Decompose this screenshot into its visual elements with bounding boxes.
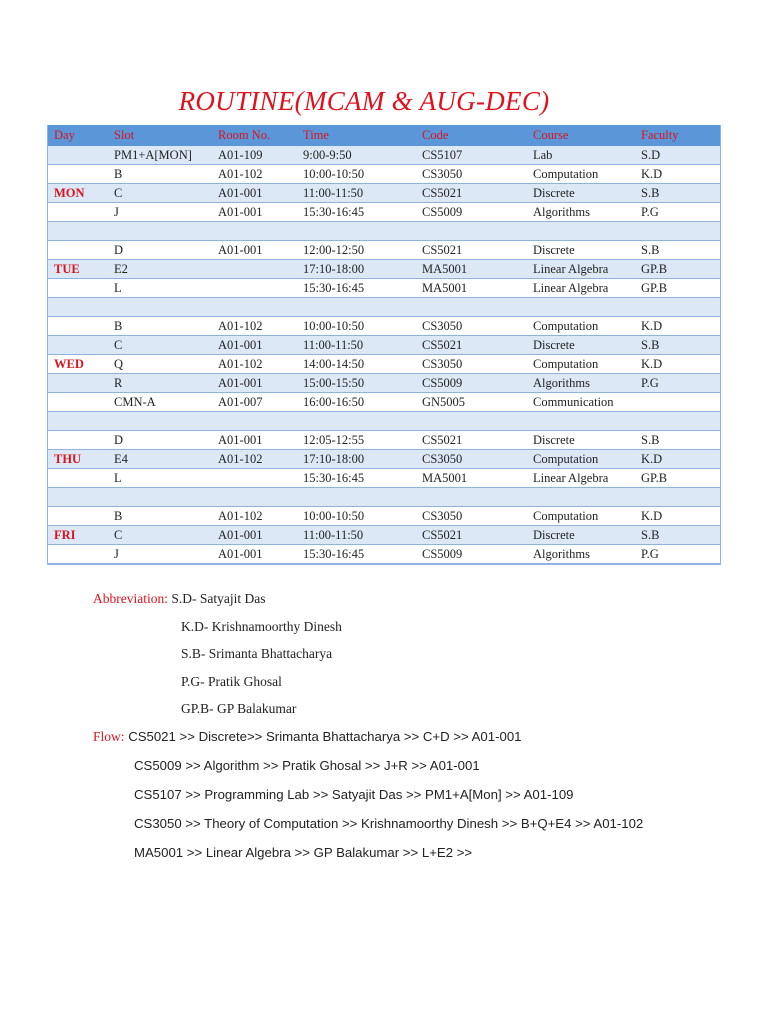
cell-course: Computation — [526, 165, 634, 184]
cell-course: Linear Algebra — [526, 469, 634, 488]
cell-time: 10:00-10:50 — [296, 317, 415, 336]
cell-time: 15:30-16:45 — [296, 469, 415, 488]
cell-code — [415, 298, 526, 317]
cell-room: A01-001 — [211, 374, 296, 393]
cell-room — [211, 260, 296, 279]
cell-course: Computation — [526, 355, 634, 374]
cell-code: MA5001 — [415, 260, 526, 279]
cell-course: Algorithms — [526, 545, 634, 564]
flow-item: CS5009 >> Algorithm >> Pratik Ghosal >> J+R >> A01-001 — [134, 758, 480, 773]
cell-course: Computation — [526, 450, 634, 469]
cell-faculty: K.D — [634, 317, 720, 336]
cell-faculty: P.G — [634, 545, 720, 564]
cell-day — [47, 545, 107, 564]
cell-slot — [107, 298, 211, 317]
cell-room: A01-001 — [211, 545, 296, 564]
cell-faculty: P.G — [634, 374, 720, 393]
cell-slot: D — [107, 431, 211, 450]
cell-time: 17:10-18:00 — [296, 450, 415, 469]
cell-room — [211, 469, 296, 488]
cell-slot: R — [107, 374, 211, 393]
cell-faculty: K.D — [634, 450, 720, 469]
cell-faculty — [634, 412, 720, 431]
cell-course: Discrete — [526, 336, 634, 355]
cell-slot: C — [107, 336, 211, 355]
cell-faculty: K.D — [634, 165, 720, 184]
cell-day: THU — [47, 450, 107, 469]
cell-course: Algorithms — [526, 374, 634, 393]
cell-slot: J — [107, 545, 211, 564]
cell-code: CS3050 — [415, 165, 526, 184]
table-row — [47, 184, 720, 203]
cell-day — [47, 336, 107, 355]
cell-slot: C — [107, 184, 211, 203]
table-row — [47, 336, 720, 355]
cell-faculty: GP.B — [634, 279, 720, 298]
cell-course: Computation — [526, 317, 634, 336]
cell-code: CS5009 — [415, 545, 526, 564]
cell-code — [415, 222, 526, 241]
table-row — [47, 431, 720, 450]
cell-day — [47, 431, 107, 450]
abbreviation-item: S.B- Srimanta Bhattacharya — [181, 646, 333, 661]
cell-time — [296, 412, 415, 431]
cell-time: 15:30-16:45 — [296, 203, 415, 222]
cell-code: CS5021 — [415, 184, 526, 203]
abbreviation-item: GP.B- GP Balakumar — [181, 701, 297, 716]
cell-faculty: S.B — [634, 184, 720, 203]
cell-slot: L — [107, 469, 211, 488]
cell-time: 11:00-11:50 — [296, 184, 415, 203]
cell-course: Linear Algebra — [526, 279, 634, 298]
table-row — [47, 526, 720, 545]
cell-course: Linear Algebra — [526, 260, 634, 279]
cell-faculty — [634, 488, 720, 507]
cell-time: 15:30-16:45 — [296, 279, 415, 298]
cell-code: CS5021 — [415, 241, 526, 260]
table-row — [47, 507, 720, 526]
cell-time: 12:00-12:50 — [296, 241, 415, 260]
cell-day: TUE — [47, 260, 107, 279]
cell-slot — [107, 488, 211, 507]
cell-room: A01-001 — [211, 336, 296, 355]
cell-code: CS5021 — [415, 336, 526, 355]
cell-course: Discrete — [526, 241, 634, 260]
cell-room — [211, 222, 296, 241]
table-row — [47, 298, 720, 317]
cell-slot: PM1+A[MON] — [107, 146, 211, 165]
cell-time — [296, 222, 415, 241]
table-row — [47, 374, 720, 393]
flow-section — [93, 727, 643, 872]
cell-slot: CMN-A — [107, 393, 211, 412]
table-header-row — [47, 125, 720, 146]
cell-time: 11:00-11:50 — [296, 336, 415, 355]
cell-faculty: S.D — [634, 146, 720, 165]
abbreviation-section — [93, 589, 342, 727]
cell-time: 16:00-16:50 — [296, 393, 415, 412]
table-body — [47, 146, 720, 564]
cell-day — [47, 374, 107, 393]
cell-faculty: S.B — [634, 241, 720, 260]
cell-course — [526, 488, 634, 507]
cell-day — [47, 165, 107, 184]
cell-room — [211, 298, 296, 317]
header-course: Course — [526, 125, 634, 146]
cell-day — [47, 507, 107, 526]
cell-day — [47, 279, 107, 298]
header-code: Code — [415, 125, 526, 146]
cell-slot — [107, 222, 211, 241]
cell-slot: L — [107, 279, 211, 298]
cell-faculty: S.B — [634, 431, 720, 450]
cell-room — [211, 279, 296, 298]
cell-room: A01-001 — [211, 184, 296, 203]
cell-room: A01-102 — [211, 165, 296, 184]
cell-code — [415, 488, 526, 507]
cell-room — [211, 488, 296, 507]
cell-slot: E4 — [107, 450, 211, 469]
table-row — [47, 545, 720, 564]
cell-room: A01-001 — [211, 203, 296, 222]
cell-faculty: K.D — [634, 507, 720, 526]
cell-day — [47, 146, 107, 165]
cell-code: MA5001 — [415, 469, 526, 488]
cell-slot: B — [107, 507, 211, 526]
cell-day — [47, 241, 107, 260]
cell-faculty — [634, 393, 720, 412]
cell-course — [526, 412, 634, 431]
header-room: Room No. — [211, 125, 296, 146]
page-title: ROUTINE(MCAM & AUG-DEC) — [178, 86, 550, 116]
cell-code: GN5005 — [415, 393, 526, 412]
cell-slot: B — [107, 165, 211, 184]
cell-time: 11:00-11:50 — [296, 526, 415, 545]
cell-code: CS3050 — [415, 317, 526, 336]
cell-course — [526, 222, 634, 241]
cell-code: CS3050 — [415, 355, 526, 374]
cell-course: Computation — [526, 507, 634, 526]
table-row — [47, 393, 720, 412]
cell-room: A01-001 — [211, 526, 296, 545]
table-row — [47, 203, 720, 222]
cell-day — [47, 298, 107, 317]
cell-day — [47, 317, 107, 336]
table-row — [47, 279, 720, 298]
cell-time: 14:00-14:50 — [296, 355, 415, 374]
cell-code: CS5009 — [415, 203, 526, 222]
cell-slot: B — [107, 317, 211, 336]
routine-table — [47, 125, 720, 564]
abbreviation-item: K.D- Krishnamoorthy Dinesh — [181, 618, 342, 634]
table-row — [47, 241, 720, 260]
table-row — [47, 260, 720, 279]
flow-item: MA5001 >> Linear Algebra >> GP Balakumar >> L+E2 >> — [134, 845, 473, 860]
cell-faculty — [634, 298, 720, 317]
cell-faculty: S.B — [634, 336, 720, 355]
flow-item: CS5021 >> Discrete>> Srimanta Bhattacharya >> C+D >> A01-001 — [128, 729, 522, 744]
cell-faculty: GP.B — [634, 469, 720, 488]
cell-slot: Q — [107, 355, 211, 374]
cell-code: CS5107 — [415, 146, 526, 165]
table-row — [47, 450, 720, 469]
flow-item: CS3050 >> Theory of Computation >> Krishnamoorthy Dinesh >> B+Q+E4 >> A01-102 — [134, 816, 644, 831]
cell-time — [296, 298, 415, 317]
table-row — [47, 317, 720, 336]
cell-time — [296, 488, 415, 507]
cell-code: MA5001 — [415, 279, 526, 298]
cell-time: 9:00-9:50 — [296, 146, 415, 165]
abbreviation-item: S.D- Satyajit Das — [171, 591, 266, 606]
cell-day: MON — [47, 184, 107, 203]
cell-room: A01-102 — [211, 355, 296, 374]
table-row — [47, 222, 720, 241]
header-faculty: Faculty — [634, 125, 720, 146]
cell-code: CS3050 — [415, 450, 526, 469]
cell-faculty: K.D — [634, 355, 720, 374]
table-row — [47, 469, 720, 488]
cell-day — [47, 412, 107, 431]
cell-faculty: GP.B — [634, 260, 720, 279]
cell-room: A01-102 — [211, 450, 296, 469]
cell-time: 17:10-18:00 — [296, 260, 415, 279]
cell-time: 10:00-10:50 — [296, 165, 415, 184]
cell-day — [47, 222, 107, 241]
cell-room: A01-001 — [211, 241, 296, 260]
cell-slot — [107, 412, 211, 431]
cell-course — [526, 298, 634, 317]
cell-faculty — [634, 222, 720, 241]
cell-code: CS5021 — [415, 431, 526, 450]
cell-course: Discrete — [526, 184, 634, 203]
table-row — [47, 165, 720, 184]
cell-day: WED — [47, 355, 107, 374]
cell-room: A01-001 — [211, 431, 296, 450]
table-row — [47, 146, 720, 165]
cell-day — [47, 393, 107, 412]
header-slot: Slot — [107, 125, 211, 146]
cell-room: A01-102 — [211, 507, 296, 526]
flow-row — [93, 727, 643, 756]
flow-item: CS5107 >> Programming Lab >> Satyajit Das >> PM1+A[Mon] >> A01-109 — [134, 787, 574, 802]
cell-slot: C — [107, 526, 211, 545]
cell-course: Algorithms — [526, 203, 634, 222]
cell-course: Discrete — [526, 526, 634, 545]
cell-day — [47, 488, 107, 507]
header-day: Day — [47, 125, 107, 146]
table-row — [47, 355, 720, 374]
cell-time: 10:00-10:50 — [296, 507, 415, 526]
flow-label: Flow: — [93, 729, 125, 744]
cell-room: A01-109 — [211, 146, 296, 165]
cell-time: 12:05-12:55 — [296, 431, 415, 450]
table-row — [47, 488, 720, 507]
abbreviation-item: P.G- Pratik Ghosal — [181, 673, 282, 689]
cell-code: CS5021 — [415, 526, 526, 545]
cell-faculty: P.G — [634, 203, 720, 222]
abbreviation-row — [93, 589, 342, 617]
cell-day: FRI — [47, 526, 107, 545]
cell-room: A01-102 — [211, 317, 296, 336]
cell-code: CS5009 — [415, 374, 526, 393]
cell-day — [47, 203, 107, 222]
cell-room — [211, 412, 296, 431]
cell-course: Discrete — [526, 431, 634, 450]
cell-faculty: S.B — [634, 526, 720, 545]
cell-time: 15:00-15:50 — [296, 374, 415, 393]
cell-time: 15:30-16:45 — [296, 545, 415, 564]
cell-course: Communication — [526, 393, 634, 412]
cell-room: A01-007 — [211, 393, 296, 412]
cell-slot: J — [107, 203, 211, 222]
abbreviation-label: Abbreviation: — [93, 591, 168, 606]
cell-slot: E2 — [107, 260, 211, 279]
cell-code — [415, 412, 526, 431]
cell-day — [47, 469, 107, 488]
cell-slot: D — [107, 241, 211, 260]
header-time: Time — [296, 125, 415, 146]
table-row — [47, 412, 720, 431]
cell-code: CS3050 — [415, 507, 526, 526]
cell-course: Lab — [526, 146, 634, 165]
